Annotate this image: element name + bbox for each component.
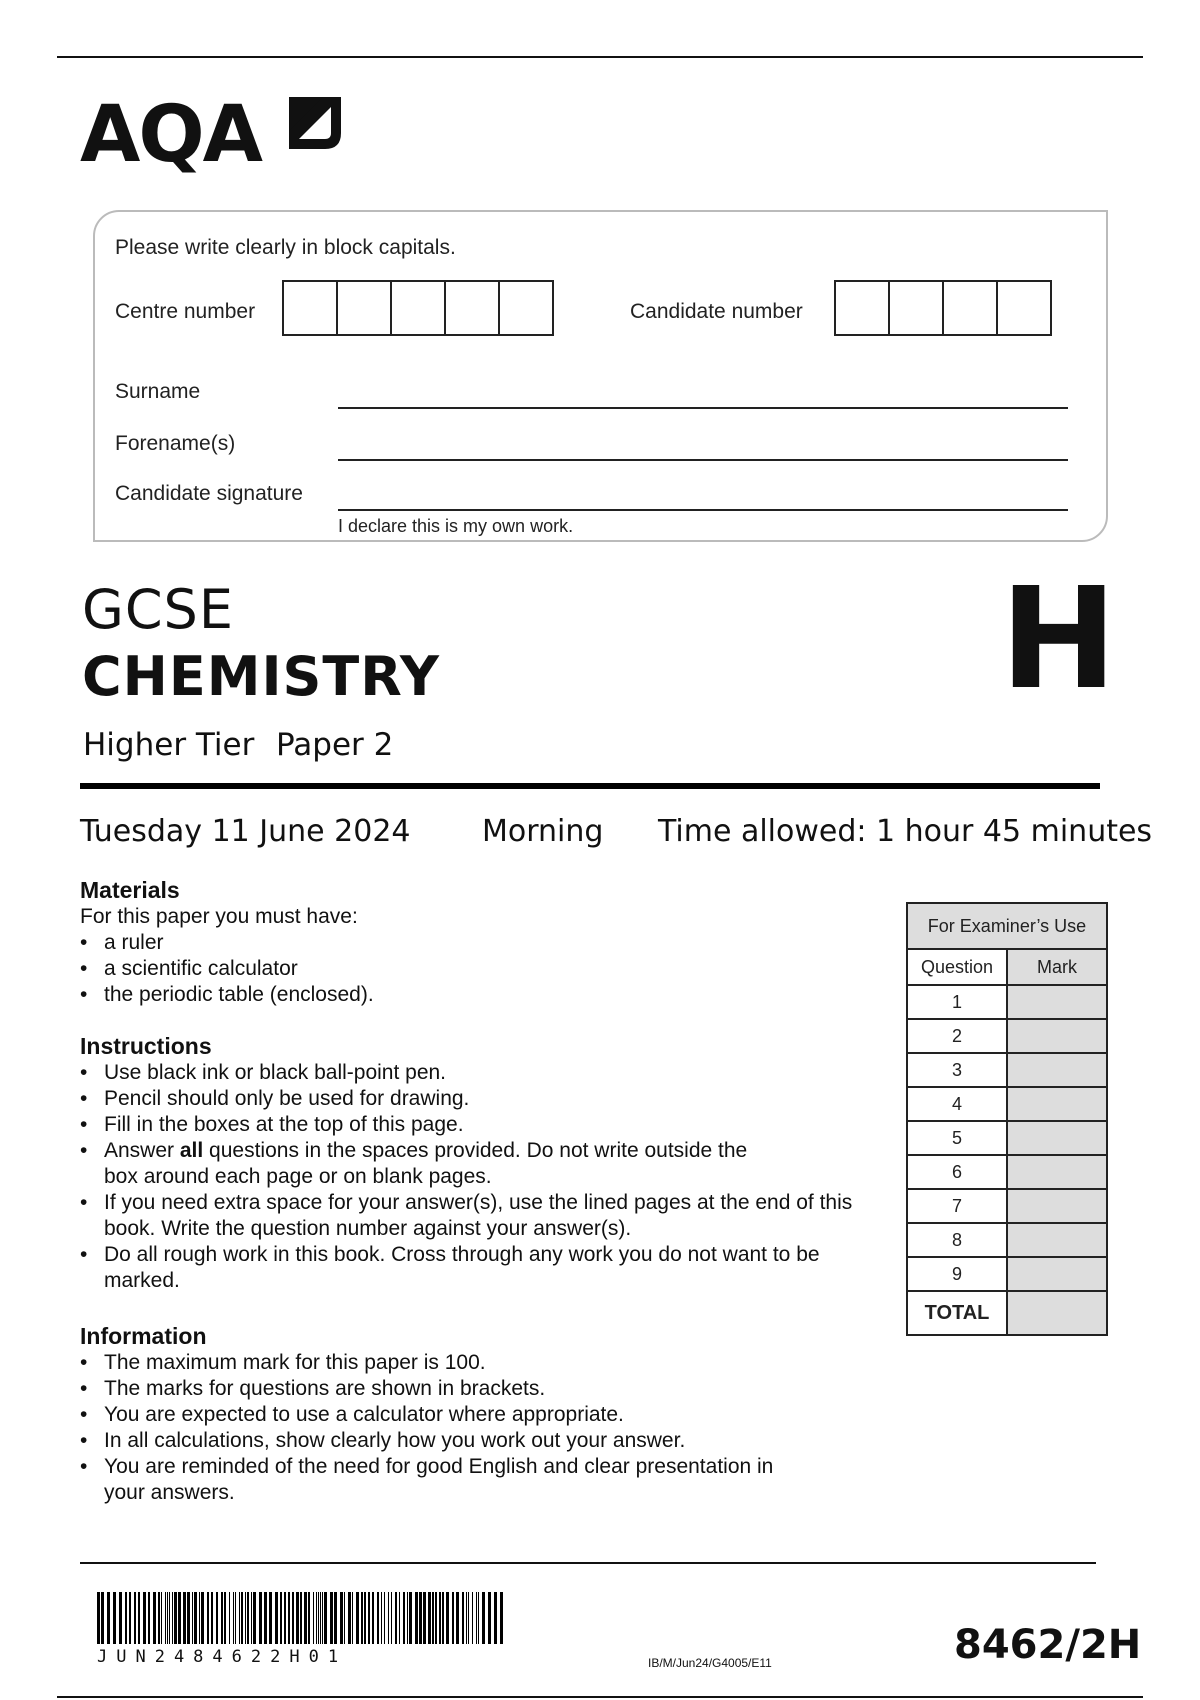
mark-cell[interactable]: [1007, 1087, 1107, 1121]
information-item: • You are reminded of the need for good English and clear presentation in your answers.: [80, 1454, 804, 1506]
barcode-bar: [322, 1592, 323, 1644]
question-column-header: Question: [907, 949, 1007, 985]
barcode-bar: [364, 1592, 366, 1644]
question-number: 7: [907, 1189, 1007, 1223]
barcode-bar: [233, 1592, 234, 1644]
barcode-bar: [432, 1592, 434, 1644]
barcode-bar: [288, 1592, 290, 1644]
total-label: TOTAL: [907, 1291, 1007, 1335]
centre-digit-box[interactable]: [336, 280, 392, 336]
barcode-bar: [153, 1592, 156, 1644]
barcode-bar: [194, 1592, 197, 1644]
mark-column-header: Mark: [1007, 949, 1107, 985]
barcode-bar: [134, 1592, 136, 1644]
barcode-bar: [391, 1592, 392, 1644]
barcode-bar: [221, 1592, 223, 1644]
materials-item: • the periodic table (enclosed).: [80, 982, 900, 1008]
instruction-item: • If you need extra space for your answer(s), use the lined pages at the end of this book. Write the question number against your answer(s).: [80, 1190, 884, 1242]
barcode-bar: [340, 1592, 343, 1644]
candidate-number-label: Candidate number: [630, 300, 803, 323]
barcode-bar: [372, 1592, 374, 1644]
barcode-bar: [452, 1592, 454, 1644]
barcode-bar: [334, 1592, 337, 1644]
barcode-bar: [187, 1592, 190, 1644]
barcode-bar: [415, 1592, 418, 1644]
signature-line[interactable]: [338, 509, 1068, 511]
barcode-bar: [107, 1592, 110, 1644]
barcode-bar: [224, 1592, 226, 1644]
exam-session: Morning: [482, 814, 604, 849]
barcode-bar: [446, 1592, 449, 1644]
barcode-bar: [482, 1592, 485, 1644]
barcode-bar: [129, 1592, 131, 1644]
barcode-bar: [361, 1592, 363, 1644]
barcode-bar: [199, 1592, 200, 1644]
candidate-digit-box[interactable]: [942, 280, 998, 336]
instruction-item: • Fill in the boxes at the top of this page.: [80, 1112, 900, 1138]
barcode-bar: [158, 1592, 160, 1644]
barcode-bar: [113, 1592, 116, 1644]
barcode-bar: [381, 1592, 382, 1644]
barcode-bar: [466, 1592, 467, 1644]
barcode-bar: [296, 1592, 299, 1644]
barcode-bar: [320, 1592, 321, 1644]
barcode-bar: [476, 1592, 477, 1644]
mark-cell[interactable]: [1007, 1223, 1107, 1257]
barcode-bar: [395, 1592, 397, 1644]
time-allowed: Time allowed: 1 hour 45 minutes: [658, 814, 1153, 849]
barcode-bar: [304, 1592, 307, 1644]
footer-rule: [80, 1562, 1096, 1564]
barcode-bar: [211, 1592, 213, 1644]
surname-line[interactable]: [338, 407, 1068, 409]
barcode-bar: [409, 1592, 412, 1644]
barcode-bar: [97, 1592, 100, 1644]
barcode-bar: [284, 1592, 286, 1644]
question-number: 3: [907, 1053, 1007, 1087]
centre-number-field[interactable]: [284, 280, 554, 336]
forename-line[interactable]: [338, 459, 1068, 461]
mark-cell[interactable]: [1007, 1189, 1107, 1223]
barcode-bar: [377, 1592, 379, 1644]
instruction-item: • Do all rough work in this book. Cross through any work you do not want to be marked.: [80, 1242, 844, 1294]
top-rule: [57, 56, 1143, 58]
barcode-bar: [344, 1592, 345, 1644]
barcode-bar: [264, 1592, 267, 1644]
barcode-bar: [216, 1592, 218, 1644]
barcode-bar: [456, 1592, 459, 1644]
information-item: • In all calculations, show clearly how you work out your answer.: [80, 1428, 900, 1454]
exam-date: Tuesday 11 June 2024: [80, 814, 411, 849]
barcode-bar: [478, 1592, 479, 1644]
barcode-bar: [428, 1592, 431, 1644]
barcode-bar: [275, 1592, 278, 1644]
barcode-bar: [348, 1592, 351, 1644]
barcode-bar: [292, 1592, 294, 1644]
question-number: 2: [907, 1019, 1007, 1053]
barcode-bar: [439, 1592, 441, 1644]
barcode-bar: [201, 1592, 204, 1644]
barcode-bar: [138, 1592, 140, 1644]
barcode-bar: [269, 1592, 272, 1644]
barcode-bar: [183, 1592, 186, 1644]
question-number: 6: [907, 1155, 1007, 1189]
barcode-bar: [178, 1592, 181, 1644]
block-capitals-instruction: Please write clearly in block capitals.: [115, 236, 456, 259]
mark-cell[interactable]: [1007, 1019, 1107, 1053]
tier-label: Higher Tier: [83, 727, 255, 763]
materials-intro: For this paper you must have:: [80, 905, 358, 928]
barcode-bar: [174, 1592, 177, 1644]
barcode-bar: [403, 1592, 405, 1644]
barcode-bar: [143, 1592, 146, 1644]
barcode-bar: [253, 1592, 256, 1644]
barcode-bar: [169, 1592, 170, 1644]
declaration-text: I declare this is my own work.: [338, 516, 574, 536]
mark-cell[interactable]: [1007, 1155, 1107, 1189]
information-item: • You are expected to use a calculator where appropriate.: [80, 1402, 900, 1428]
barcode-bar: [207, 1592, 209, 1644]
barcode-bar: [462, 1592, 464, 1644]
barcode-bar: [280, 1592, 282, 1644]
barcode-bar: [356, 1592, 359, 1644]
barcode-bar: [308, 1592, 310, 1644]
barcode-bar: [368, 1592, 370, 1644]
centre-digit-box[interactable]: [498, 280, 554, 336]
centre-digit-box[interactable]: [390, 280, 446, 336]
qualification-title: GCSE: [82, 578, 234, 641]
barcode-bar: [245, 1592, 246, 1644]
barcode-bar: [239, 1592, 240, 1644]
examiner-use-table: [906, 902, 1108, 1336]
barcode-bar: [500, 1592, 503, 1644]
barcode-bar: [352, 1592, 353, 1644]
title-rule: [80, 783, 1100, 789]
centre-digit-box[interactable]: [444, 280, 500, 336]
barcode-bar: [419, 1592, 422, 1644]
information-section: [80, 1322, 900, 1506]
mark-cell[interactable]: [1007, 1257, 1107, 1291]
barcode-bar: [251, 1592, 252, 1644]
bottom-rule: [57, 1696, 1143, 1698]
barcode-text: JUN2484622H01: [97, 1647, 348, 1667]
barcode-bar: [313, 1592, 314, 1644]
mark-cell[interactable]: [1007, 1053, 1107, 1087]
instructions-heading: Instructions: [80, 1033, 212, 1059]
barcode-bar: [435, 1592, 437, 1644]
barcode-bar: [101, 1592, 104, 1644]
barcode-bar: [472, 1592, 473, 1644]
information-heading: Information: [80, 1323, 207, 1349]
aqa-leaf-icon: [285, 93, 345, 153]
centre-number-label: Centre number: [115, 300, 256, 323]
barcode-bar: [384, 1592, 385, 1644]
instruction-item: • Answer all questions in the spaces provided. Do not write outside the box around each page or on blank pages.: [80, 1138, 784, 1190]
tier-letter: H: [1000, 558, 1118, 721]
mark-cell[interactable]: [1007, 1121, 1107, 1155]
barcode-bar: [300, 1592, 302, 1644]
barcode-bar: [125, 1592, 127, 1644]
barcode-bar: [399, 1592, 400, 1644]
barcode-bar: [259, 1592, 262, 1644]
candidate-digit-box[interactable]: [996, 280, 1052, 336]
barcode-bar: [241, 1592, 243, 1644]
materials-item: • a ruler: [80, 930, 900, 956]
barcode-bar: [324, 1592, 327, 1644]
paper-label: Paper 2: [276, 727, 394, 763]
barcode-bar: [167, 1592, 168, 1644]
barcode-bar: [229, 1592, 230, 1644]
barcode: [97, 1592, 507, 1644]
mark-cell[interactable]: [1007, 985, 1107, 1019]
barcode-bar: [488, 1592, 491, 1644]
barcode-bar: [148, 1592, 150, 1644]
question-number: 1: [907, 985, 1007, 1019]
information-item: • The maximum mark for this paper is 100.: [80, 1350, 900, 1376]
barcode-bar: [192, 1592, 193, 1644]
barcode-bar: [442, 1592, 444, 1644]
materials-heading: Materials: [80, 877, 180, 903]
barcode-bar: [407, 1592, 408, 1644]
paper-reference: IB/M/Jun24/G4005/E11: [648, 1656, 772, 1670]
question-number: 9: [907, 1257, 1007, 1291]
barcode-bar: [161, 1592, 162, 1644]
candidate-number-field[interactable]: [836, 280, 1052, 336]
paper-code: 8462/2H: [954, 1622, 1142, 1668]
signature-label: Candidate signature: [115, 482, 303, 505]
information-item: • The marks for questions are shown in brackets.: [80, 1376, 900, 1402]
barcode-bar: [494, 1592, 497, 1644]
barcode-bar: [235, 1592, 236, 1644]
barcode-bar: [318, 1592, 319, 1644]
materials-item: • a scientific calculator: [80, 956, 900, 982]
candidate-digit-box[interactable]: [888, 280, 944, 336]
barcode-bar: [172, 1592, 173, 1644]
instruction-item: • Use black ink or black ball-point pen.: [80, 1060, 900, 1086]
question-number: 4: [907, 1087, 1007, 1121]
examiner-table-title: For Examiner’s Use: [907, 903, 1107, 949]
barcode-bar: [388, 1592, 389, 1644]
centre-digit-box[interactable]: [282, 280, 338, 336]
instructions-section: [80, 1032, 900, 1294]
barcode-bar: [468, 1592, 469, 1644]
total-mark-cell[interactable]: [1007, 1291, 1107, 1335]
aqa-logo: [80, 88, 360, 188]
barcode-bar: [316, 1592, 317, 1644]
barcode-bar: [247, 1592, 249, 1644]
question-number: 8: [907, 1223, 1007, 1257]
surname-label: Surname: [115, 380, 201, 403]
question-number: 5: [907, 1121, 1007, 1155]
logo-text: AQA: [80, 90, 262, 180]
barcode-bar: [119, 1592, 122, 1644]
candidate-details-box: [93, 210, 1108, 542]
barcode-bar: [165, 1592, 166, 1644]
barcode-bar: [330, 1592, 333, 1644]
candidate-digit-box[interactable]: [834, 280, 890, 336]
subject-title: CHEMISTRY: [82, 645, 440, 708]
materials-section: [80, 876, 900, 1008]
barcode-bar: [423, 1592, 426, 1644]
forename-label: Forename(s): [115, 432, 236, 455]
instruction-item: • Pencil should only be used for drawing.: [80, 1086, 900, 1112]
